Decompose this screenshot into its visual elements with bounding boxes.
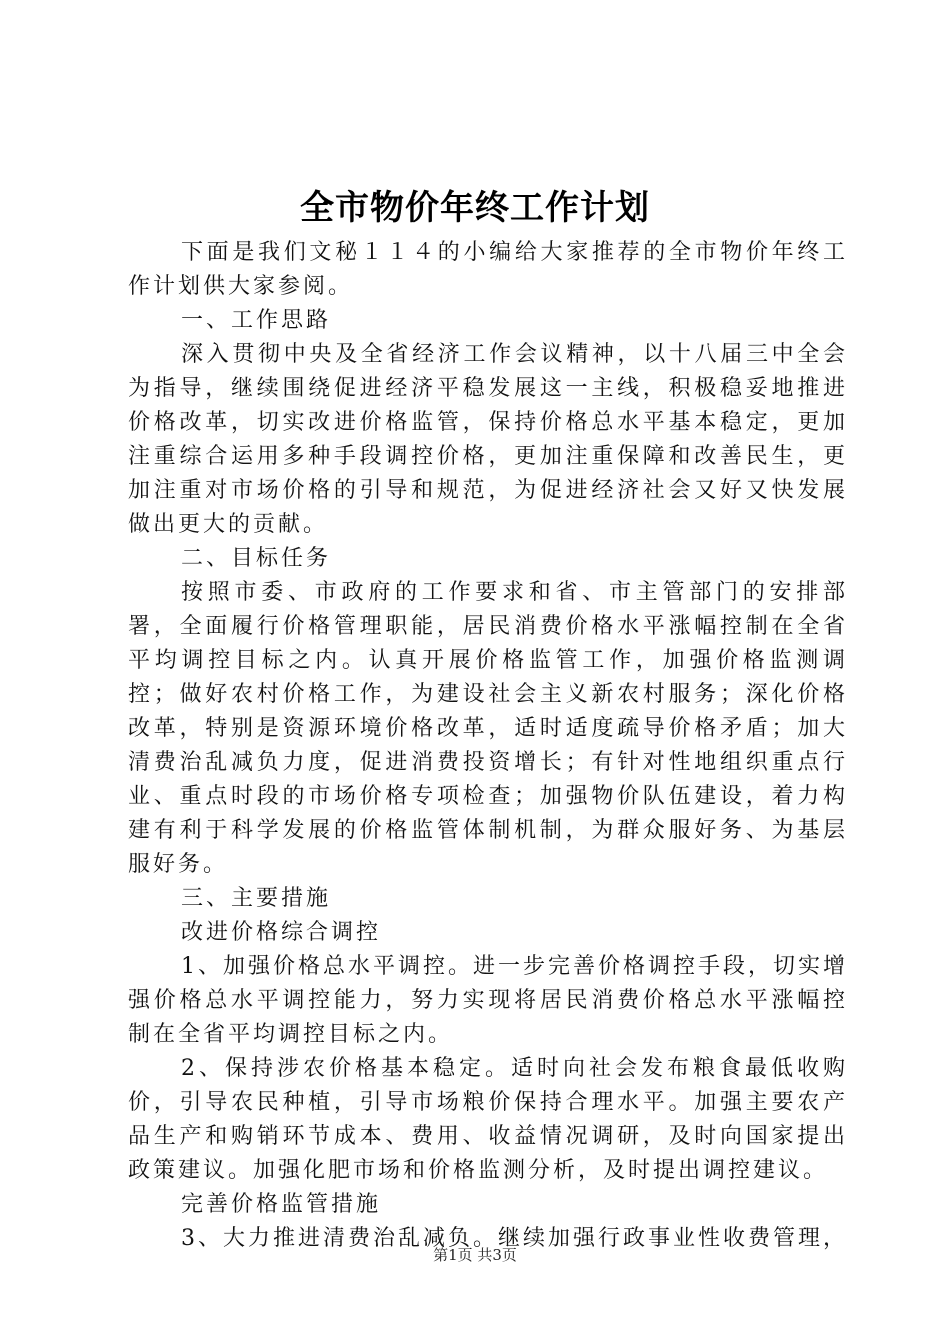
page-footer: 第1页 共3页 xyxy=(433,1246,517,1264)
document-title: 全市物价年终工作计划 xyxy=(300,188,650,228)
paragraph-measure-2: 2、保持涉农价格基本稳定。适时向社会发布粮食最低收购价，引导农民种植，引导市场粮价保持合理水平。加强主要农产品生产和购销环节成本、费用、收益情况调研，及时向国家提出政策建议。加强化肥市场和价格监测分析，及时提出调控建议。 xyxy=(128,1056,848,1183)
document-body xyxy=(128,236,848,1256)
paragraph-measure-3: 3、大力推进清费治乱减负。继续加强行政事业性收费管理， xyxy=(181,1226,848,1251)
paragraph-measure-1: 1、加强价格总水平调控。进一步完善价格调控手段，切实增强价格总水平调控能力，努力实现将居民消费价格总水平涨幅控制在全省平均调控目标之内。 xyxy=(128,954,848,1047)
paragraph-intro: 下面是我们文秘１１４的小编给大家推荐的全市物价年终工作计划供大家参阅。 xyxy=(128,240,848,299)
subheading-price-supervision: 完善价格监管措施 xyxy=(181,1192,382,1217)
subheading-price-regulation: 改进价格综合调控 xyxy=(181,920,382,945)
heading-main-measures: 三、主要措施 xyxy=(181,886,332,911)
paragraph-work-approach: 深入贯彻中央及全省经济工作会议精神，以十八届三中全会为指导，继续围绕促进经济平稳发展这一主线，积极稳妥地推进价格改革，切实改进价格监管，保持价格总水平基本稳定，更加注重综合运用多种手段调控价格，更加注重保障和改善民生，更加注重对市场价格的引导和规范，为促进经济社会又好又快发展做出更大的贡献。 xyxy=(128,342,848,537)
heading-work-approach: 一、工作思路 xyxy=(181,308,332,333)
paragraph-goals: 按照市委、市政府的工作要求和省、市主管部门的安排部署，全面履行价格管理职能，居民消费价格水平涨幅控制在全省平均调控目标之内。认真开展价格监管工作，加强价格监测调控；做好农村价格工作，为建设社会主义新农村服务；深化价格改革，特别是资源环境价格改革，适时适度疏导价格矛盾；加大清费治乱减负力度，促进消费投资增长；有针对性地组织重点行业、重点时段的市场价格专项检查；加强物价队伍建设，着力构建有利于科学发展的价格监管体制机制，为群众服好务、为基层服好务。 xyxy=(128,580,848,877)
heading-goals: 二、目标任务 xyxy=(181,546,332,571)
